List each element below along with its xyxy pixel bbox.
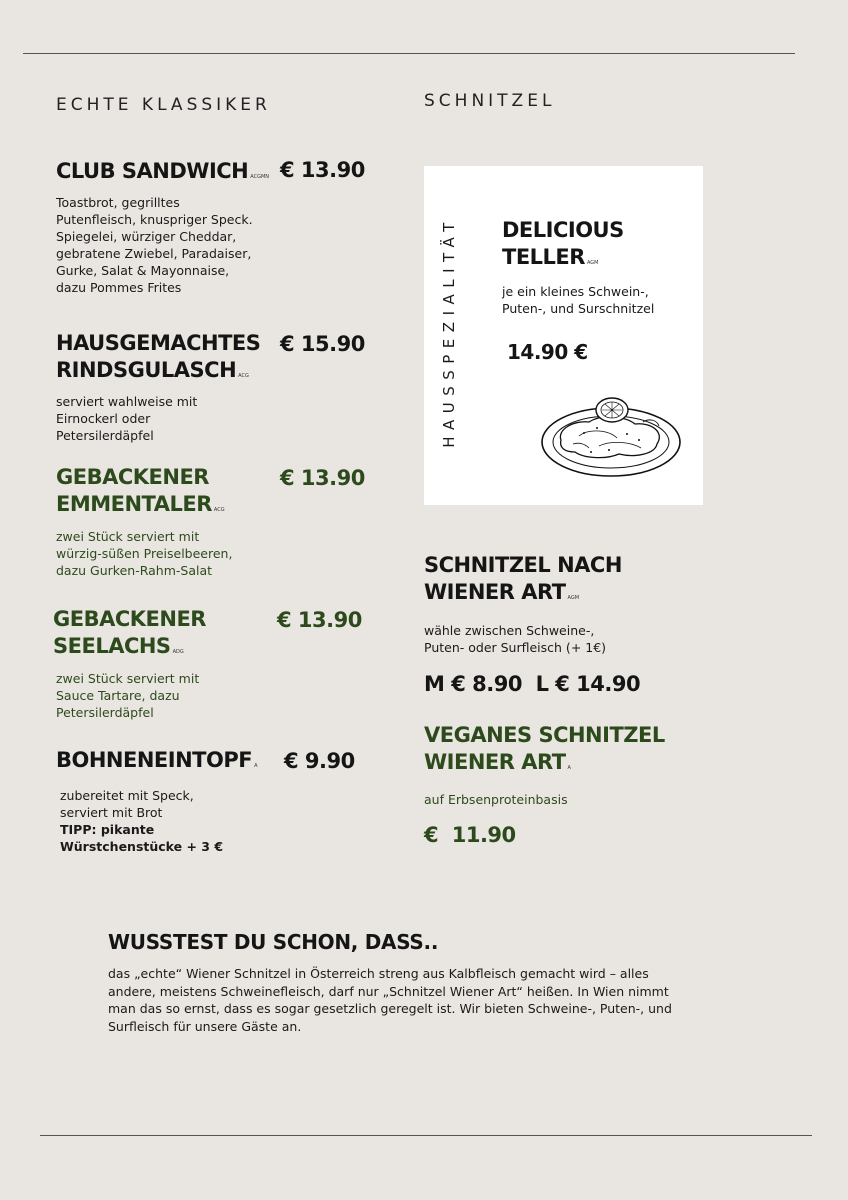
price-rindsgulasch: € 15.90 bbox=[280, 332, 365, 356]
fact-title: WUSSTEST DU SCHON, DASS.. bbox=[108, 930, 439, 954]
allergen-codes: A bbox=[567, 765, 571, 771]
vertical-label: HAUSSPEZIALITÄT bbox=[440, 216, 458, 448]
allergen-codes: AGM bbox=[567, 595, 580, 601]
dish-name-schnitzel-wiener-art: SCHNITZEL NACH WIENER ART AGM bbox=[424, 553, 622, 604]
price-schnitzel-wiener-art: M € 8.90 L € 14.90 bbox=[424, 672, 641, 696]
desc-rindsgulasch: serviert wahlweise mit Eirnockerl oder Petersilerdäpfel bbox=[56, 394, 198, 443]
dish-name-club-sandwich: CLUB SANDWICH ACGMN bbox=[56, 159, 270, 183]
price-veganes-schnitzel: € 11.90 bbox=[424, 823, 516, 847]
allergen-codes: ACG bbox=[238, 373, 249, 379]
desc-veganes-schnitzel: auf Erbsenproteinbasis bbox=[424, 792, 568, 807]
allergen-codes: ACG bbox=[213, 507, 225, 513]
special-card bbox=[424, 166, 703, 505]
section-title-schnitzel: SCHNITZEL bbox=[424, 91, 556, 111]
dish-name-rindsgulasch: HAUSGEMACHTES RINDSGULASCH ACG bbox=[56, 331, 261, 382]
tip-text: Würstchenstücke + 3 € bbox=[60, 839, 224, 854]
price-gebackener-seelachs: € 13.90 bbox=[277, 608, 362, 632]
allergen-codes: A bbox=[254, 763, 258, 769]
dish-name-delicious-teller: DELICIOUS TELLER AGM bbox=[502, 218, 624, 269]
bottom-divider bbox=[40, 1135, 812, 1136]
dish-name-gebackener-seelachs: GEBACKENER SEELACHS ADG bbox=[53, 607, 206, 658]
fact-text: das „echte“ Wiener Schnitzel in Österreich streng aus Kalbfleisch gemacht wird – alles andere, meistens Schweinefleisch, darf nur „Schnitzel Wiener Art“ heißen. In Wien nimmt man das so ernst, dass es sogar gesetzlich geregelt ist. Wir bieten Schweine-, Puten-, und Surfleisch für unsere Gäste an. bbox=[108, 966, 672, 1034]
desc-schnitzel-wiener-art: wähle zwischen Schweine-, Puten- oder Surfleisch (+ 1€) bbox=[424, 623, 607, 655]
desc-gebackener-emmentaler: zwei Stück serviert mit würzig-süßen Preiselbeeren, dazu Gurken-Rahm-Salat bbox=[56, 529, 233, 578]
dish-name-bohneneintopf: BOHNENEINTOPF A bbox=[56, 748, 258, 772]
tip-text: TIPP: pikante bbox=[60, 822, 155, 837]
top-divider bbox=[23, 53, 795, 54]
desc-club-sandwich: Toastbrot, gegrilltes Putenfleisch, knuspriger Speck. Spiegelei, würziger Cheddar, gebratene Zwiebel, Paradaiser, Gurke, Salat & Mayonnaise, dazu Pommes Frites bbox=[56, 195, 253, 295]
desc-bohneneintopf: zubereitet mit Speck, serviert mit Brot TIPP: pikante Würstchenstücke + 3 € bbox=[60, 788, 224, 854]
price-club-sandwich: € 13.90 bbox=[280, 158, 365, 182]
desc-delicious-teller: je ein kleines Schwein-, Puten-, und Surschnitzel bbox=[502, 284, 655, 316]
desc-gebackener-seelachs: zwei Stück serviert mit Sauce Tartare, dazu Petersilerdäpfel bbox=[56, 671, 200, 720]
allergen-codes: ADG bbox=[172, 649, 184, 655]
allergen-codes: ACGMN bbox=[250, 174, 270, 180]
price-delicious-teller: 14.90 € bbox=[507, 340, 588, 364]
price-gebackener-emmentaler: € 13.90 bbox=[280, 466, 365, 490]
allergen-codes: AGM bbox=[586, 260, 599, 266]
section-title-classics: ECHTE KLASSIKER bbox=[56, 95, 271, 115]
price-bohneneintopf: € 9.90 bbox=[284, 749, 355, 773]
schnitzel-plate-icon bbox=[539, 392, 684, 482]
dish-name-veganes-schnitzel: VEGANES SCHNITZEL WIENER ART A bbox=[424, 723, 665, 774]
dish-name-gebackener-emmentaler: GEBACKENER EMMENTALER ACG bbox=[56, 465, 225, 516]
